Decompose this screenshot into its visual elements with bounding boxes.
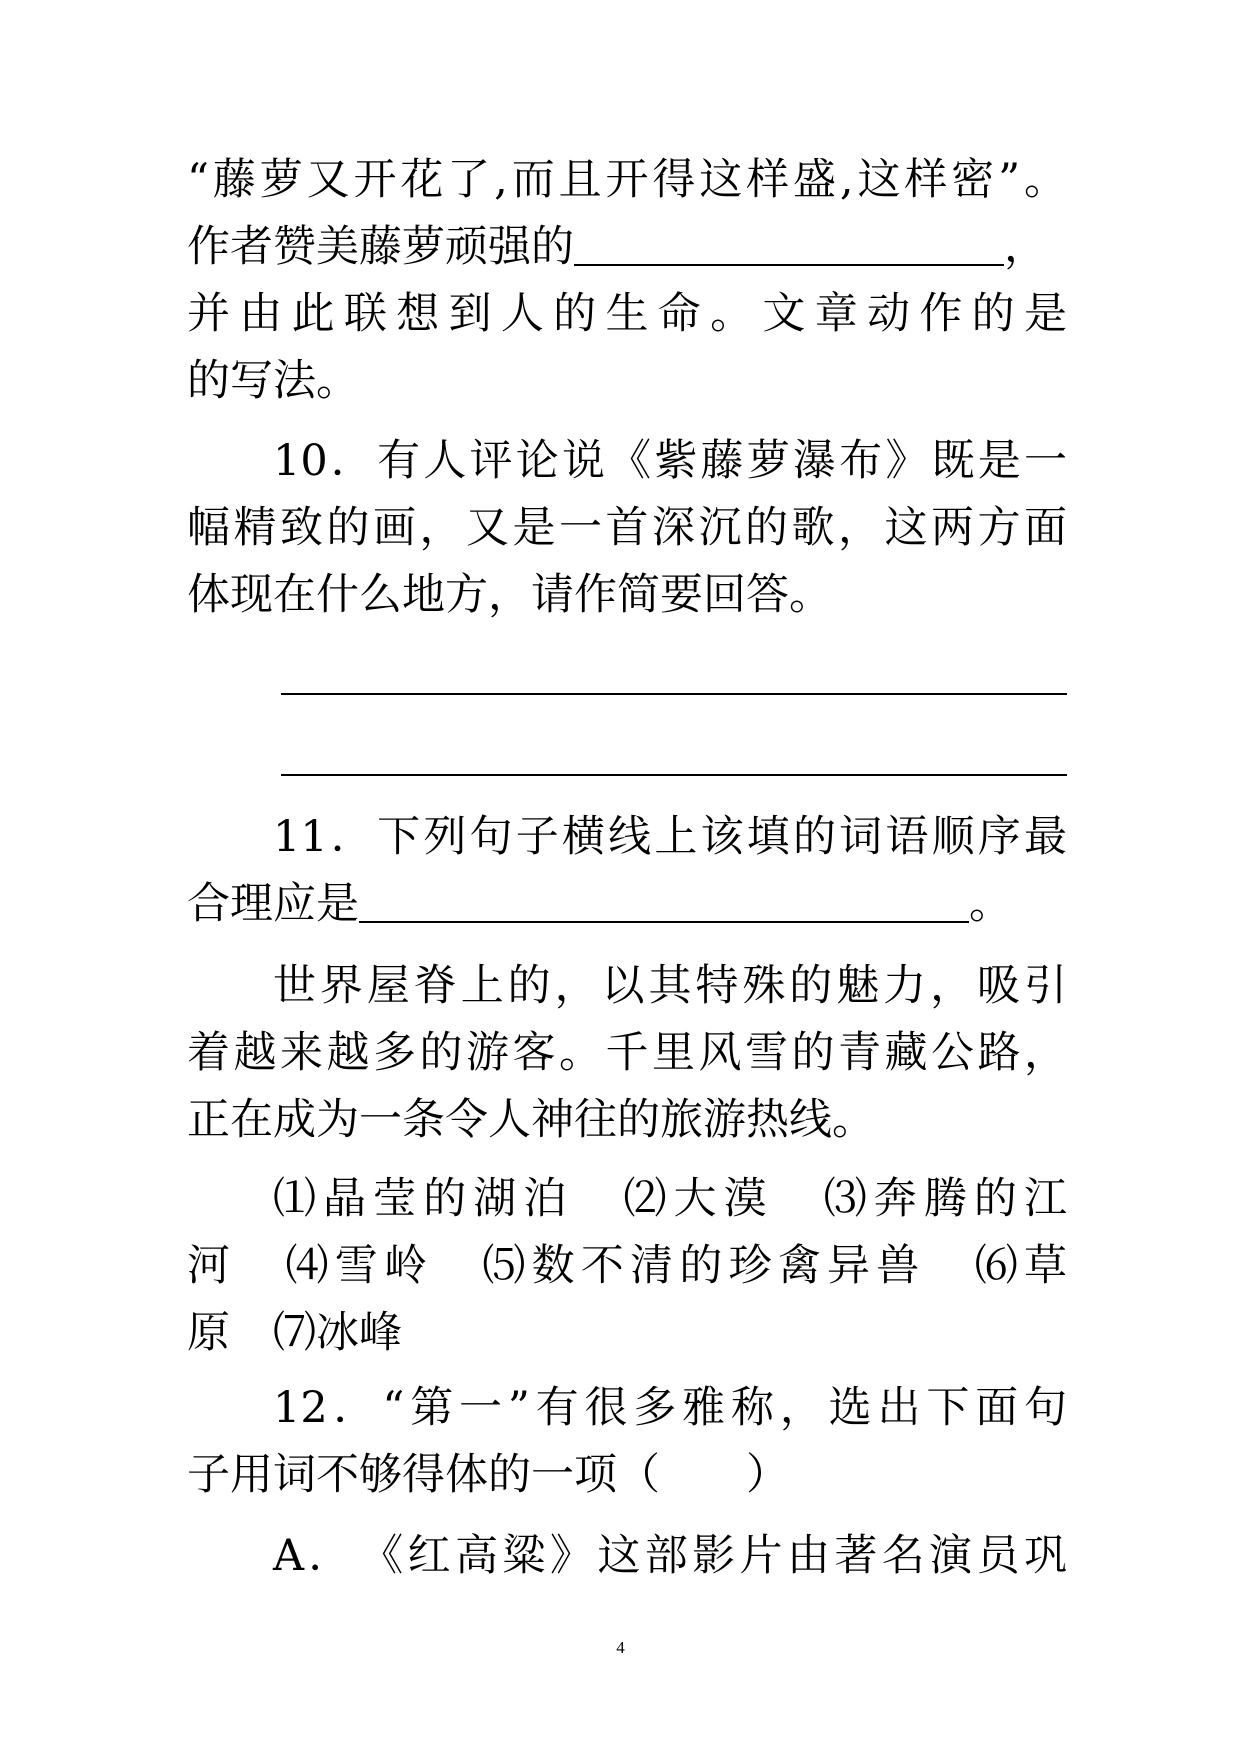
question-11-prompt bbox=[187, 804, 1067, 938]
question-10 bbox=[187, 428, 1067, 629]
q9-line-4: 的写法。 bbox=[187, 356, 359, 406]
q9-line-2-punct: ， bbox=[1004, 222, 1047, 272]
page-content bbox=[187, 147, 1067, 1590]
q10-line-3: 体现在什么地方，请作简要回答。 bbox=[187, 570, 832, 620]
q11-options-line-3: 原 ⑺冰峰 bbox=[187, 1308, 402, 1358]
q12-line-1: 12．“第一”有很多雅称，选出下面句 bbox=[273, 1383, 1067, 1433]
question-9-continued bbox=[187, 147, 1067, 415]
question-12-option-a bbox=[187, 1523, 1067, 1590]
q11-line-2 bbox=[187, 871, 1067, 938]
q11-line-1: 11．下列句子横线上该填的词语顺序最 bbox=[273, 812, 1067, 862]
q10-answer-line-1 bbox=[281, 629, 1067, 695]
question-11-passage bbox=[187, 953, 1067, 1154]
q12-option-a-line: A． 《红高粱》这部影片由著名演员巩 bbox=[273, 1531, 1067, 1581]
page-number: 4 bbox=[616, 1638, 625, 1657]
q11-options-line-2: 河 ⑷雪岭 ⑸数不清的珍禽异兽 ⑹草 bbox=[187, 1241, 1067, 1291]
q9-line-2-text: 作者赞美藤萝顽强的 bbox=[187, 222, 574, 272]
q11-passage-line-1: 世界屋脊上的，以其特殊的魅力，吸引 bbox=[273, 961, 1067, 1011]
q10-line-2: 幅精致的画，又是一首深沉的歌，这两方面 bbox=[187, 503, 1067, 553]
q11-passage-line-3: 正在成为一条令人神往的旅游热线。 bbox=[187, 1095, 875, 1145]
q10-answer-line-2 bbox=[281, 695, 1067, 776]
q9-line-3: 并由此联想到人的生命。文章动作的是 bbox=[187, 289, 1067, 339]
q11-line-2-text: 合理应是 bbox=[187, 879, 359, 929]
q9-line-2 bbox=[187, 214, 1067, 281]
q11-options-line-1: ⑴晶莹的湖泊 ⑵大漠 ⑶奔腾的江 bbox=[273, 1174, 1067, 1224]
q9-fill-blank bbox=[574, 263, 1004, 266]
q11-line-2-punct: 。 bbox=[969, 879, 1012, 929]
question-11-options bbox=[187, 1166, 1067, 1367]
question-12-prompt bbox=[187, 1375, 1067, 1509]
q12-line-2: 子用词不够得体的一项（ ） bbox=[187, 1450, 789, 1500]
q10-line-1: 10．有人评论说《紫藤萝瀑布》既是一 bbox=[273, 436, 1067, 486]
q9-line-1: “藤萝又开花了,而且开得这样盛,这样密”。 bbox=[187, 155, 1067, 205]
q11-fill-blank bbox=[359, 920, 969, 923]
q11-passage-line-2: 着越来越多的游客。千里风雪的青藏公路， bbox=[187, 1028, 1067, 1078]
